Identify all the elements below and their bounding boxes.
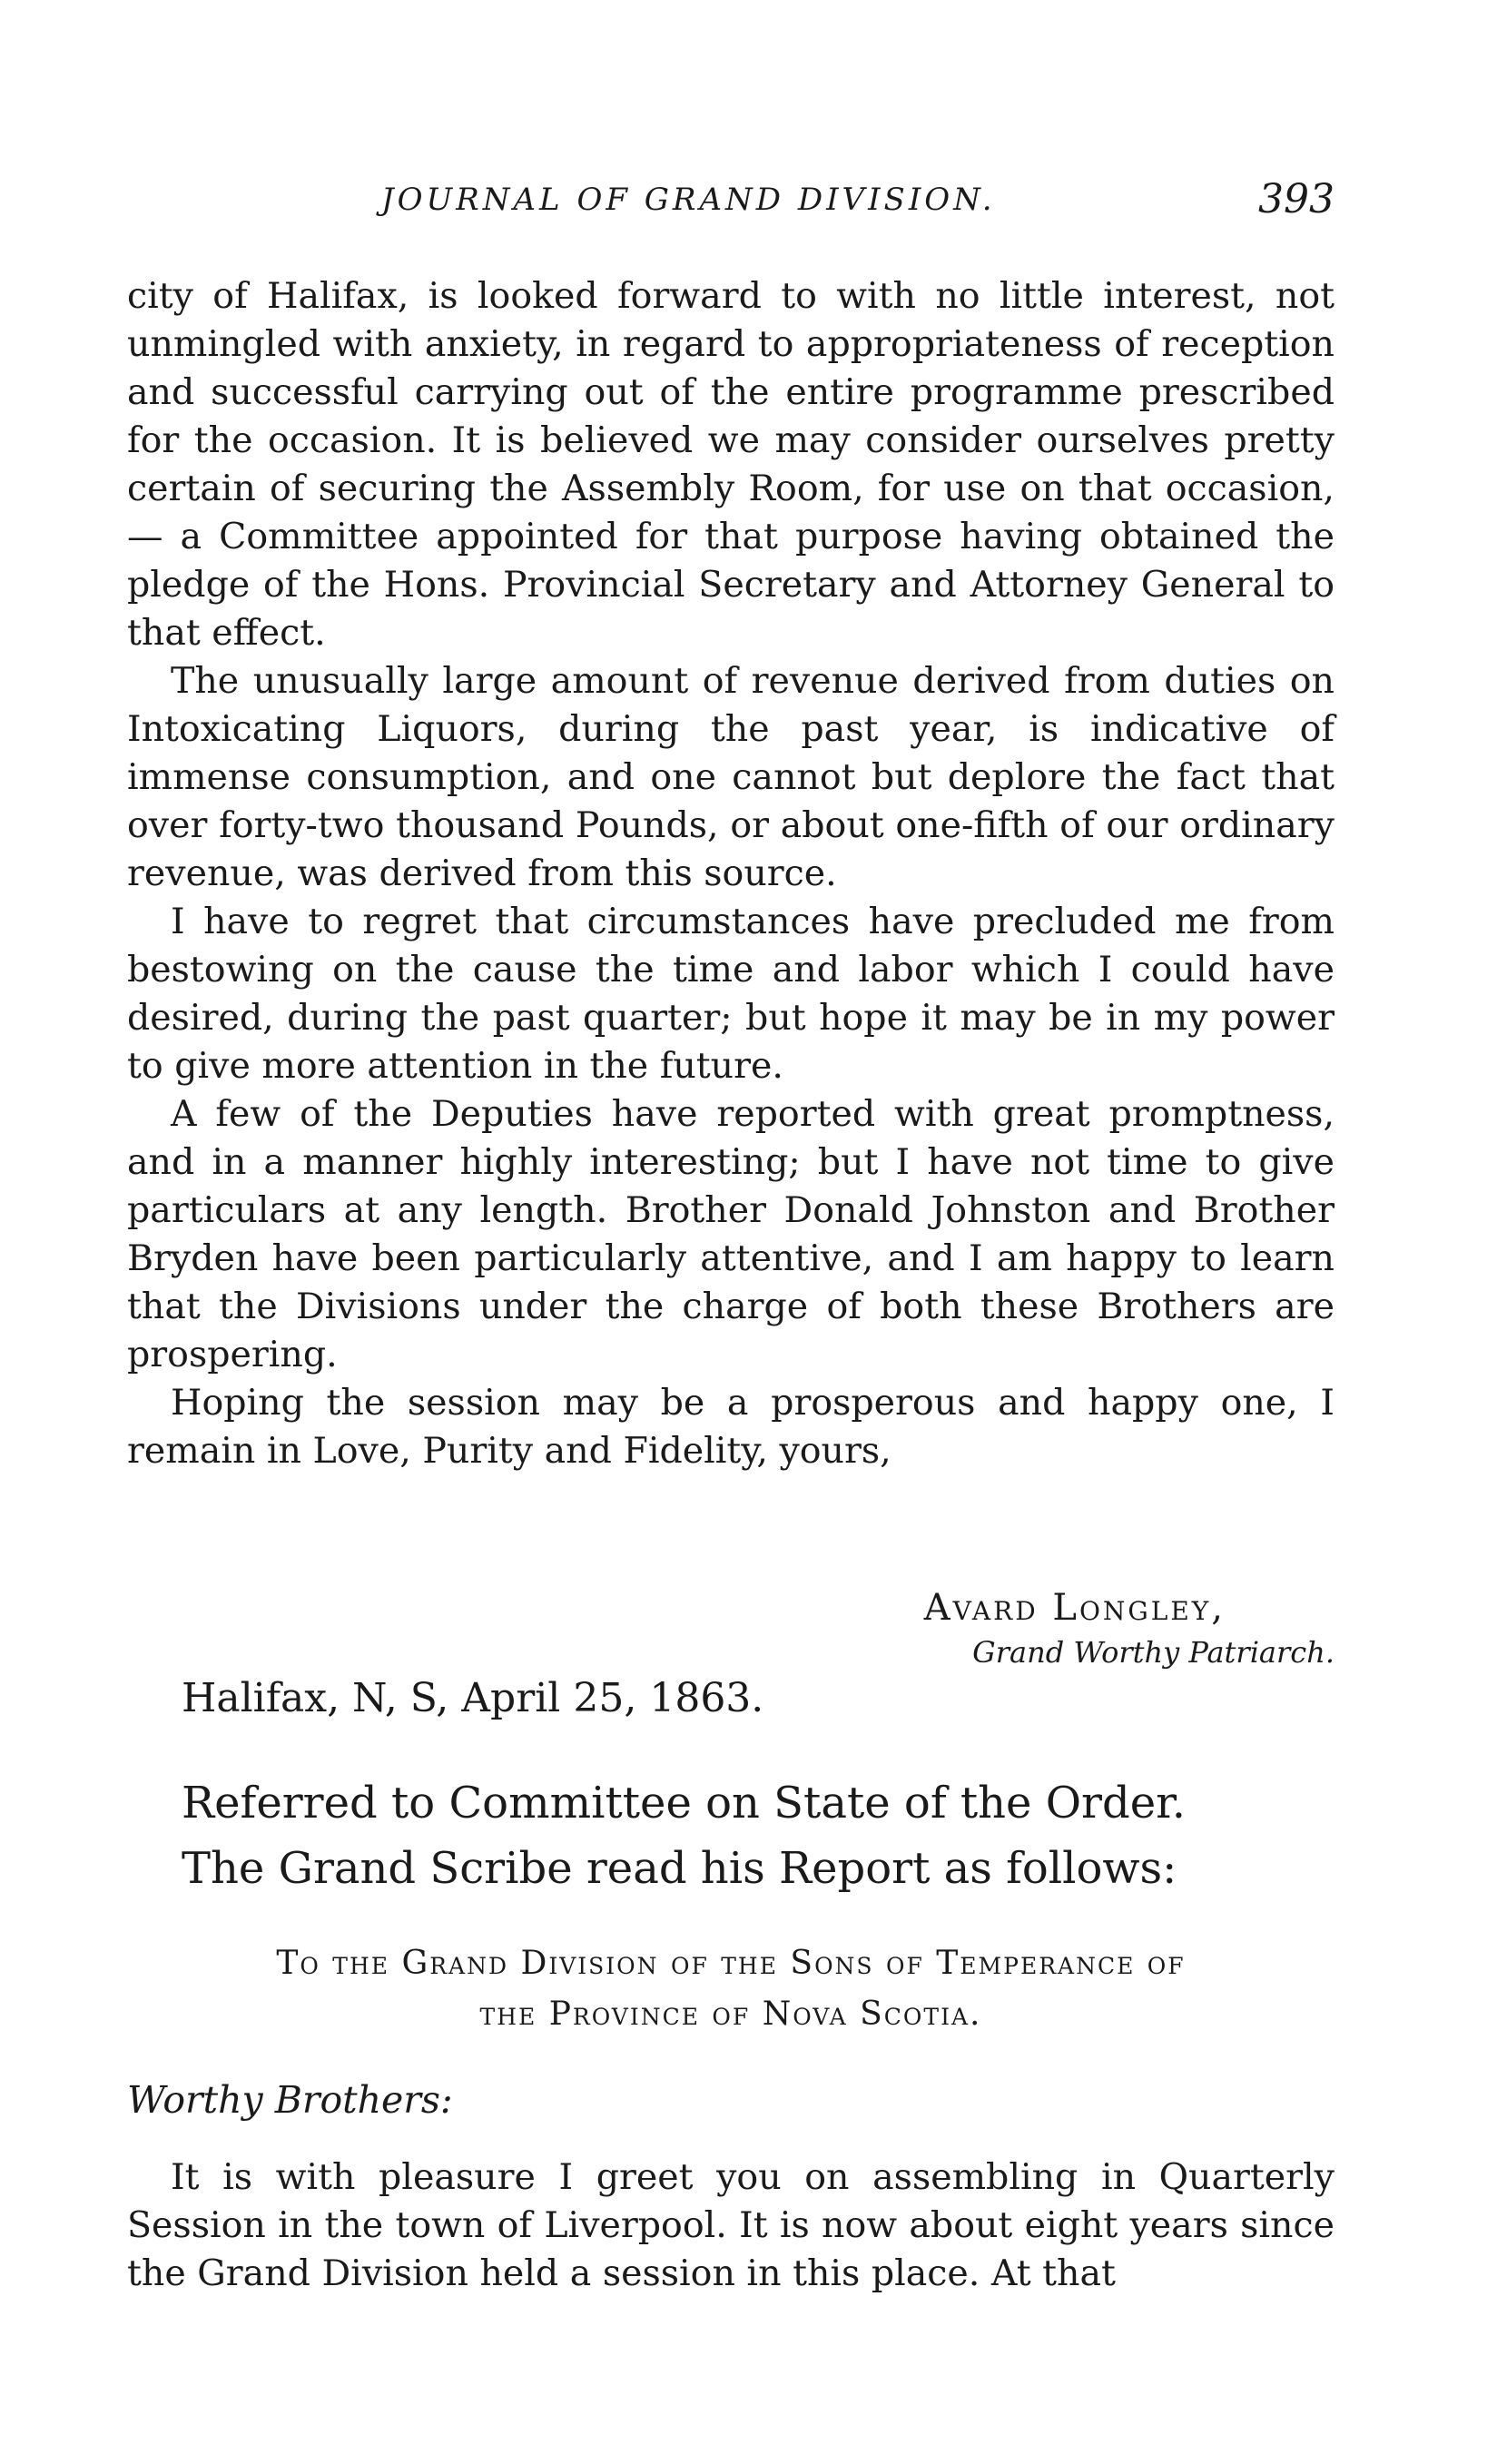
salutation: Worthy Brothers: xyxy=(127,2078,453,2122)
signatory-name: Avard Longley, xyxy=(923,1587,1226,1629)
referral-line-2: The Grand Scribe read his Report as follows: xyxy=(182,1843,1177,1894)
address-line-2: the Province of Nova Scotia. xyxy=(479,1996,982,2033)
paragraph-regret: I have to regret that circumstances have precluded me from bestowing on the cause the time and labor which I could have desired, during the past quarter; but hope it may be in my power to give more attention in the future. xyxy=(127,901,1335,1087)
paragraph-deputies: A few of the Deputies have reported with great promptness, and in a manner highly interesting; but I have not time to give particulars at any length. Brother Donald Johnston and Brother Bryden have been particularly attentive, and I am happy to learn that the Divisions under the charge of both these Brothers are prospering. xyxy=(127,1093,1335,1375)
page-header xyxy=(127,176,1335,245)
page-number: 393 xyxy=(1258,176,1335,222)
referral-line-1: Referred to Committee on State of the Order. xyxy=(182,1778,1187,1828)
report-address xyxy=(127,1938,1335,2040)
paragraph-continued: city of Halifax, is looked forward to with no little interest, not unmingled with anxiety, in regard to appropriateness of reception and successful carrying out of the entire programme prescribed for the occasion. It is believed we may consider ourselves pretty certain of securing the Assembly Room, for use on that occasion, — a Committee appointed for that purpose having obtained the pledge of the Hons. Provincial Secretary and Attorney General to that effect. xyxy=(127,275,1335,654)
signature-block xyxy=(699,1584,1335,1673)
paragraph-revenue: The unusually large amount of revenue derived from duties on Intoxicating Liquors, during the past year, is indicative of immense consumption, and one cannot but deplore the fact that over forty-two thousand Pounds, or about one-fifth of our ordinary revenue, was derived from this source. xyxy=(127,660,1335,894)
report-body xyxy=(127,272,1335,1475)
paragraph-closing-wish: Hoping the session may be a prosperous and happy one, I remain in Love, Purity and Fidelity, yours, xyxy=(127,1382,1335,1472)
signatory-title: Grand Worthy Patriarch. xyxy=(972,1635,1335,1670)
running-head: JOURNAL OF GRAND DIVISION. xyxy=(381,182,996,218)
scribe-report-body xyxy=(127,2154,1335,2298)
dateline: Halifax, N, S, April 25, 1863. xyxy=(182,1675,764,1721)
paragraph-greeting: It is with pleasure I greet you on assembling in Quarterly Session in the town of Liverpool. It is now about eight years since the Grand Division held a session in this place. At that xyxy=(127,2156,1335,2294)
address-line-1: To the Grand Division of the Sons of Temperance of xyxy=(276,1945,1186,1982)
referral-block xyxy=(182,1770,1186,1901)
